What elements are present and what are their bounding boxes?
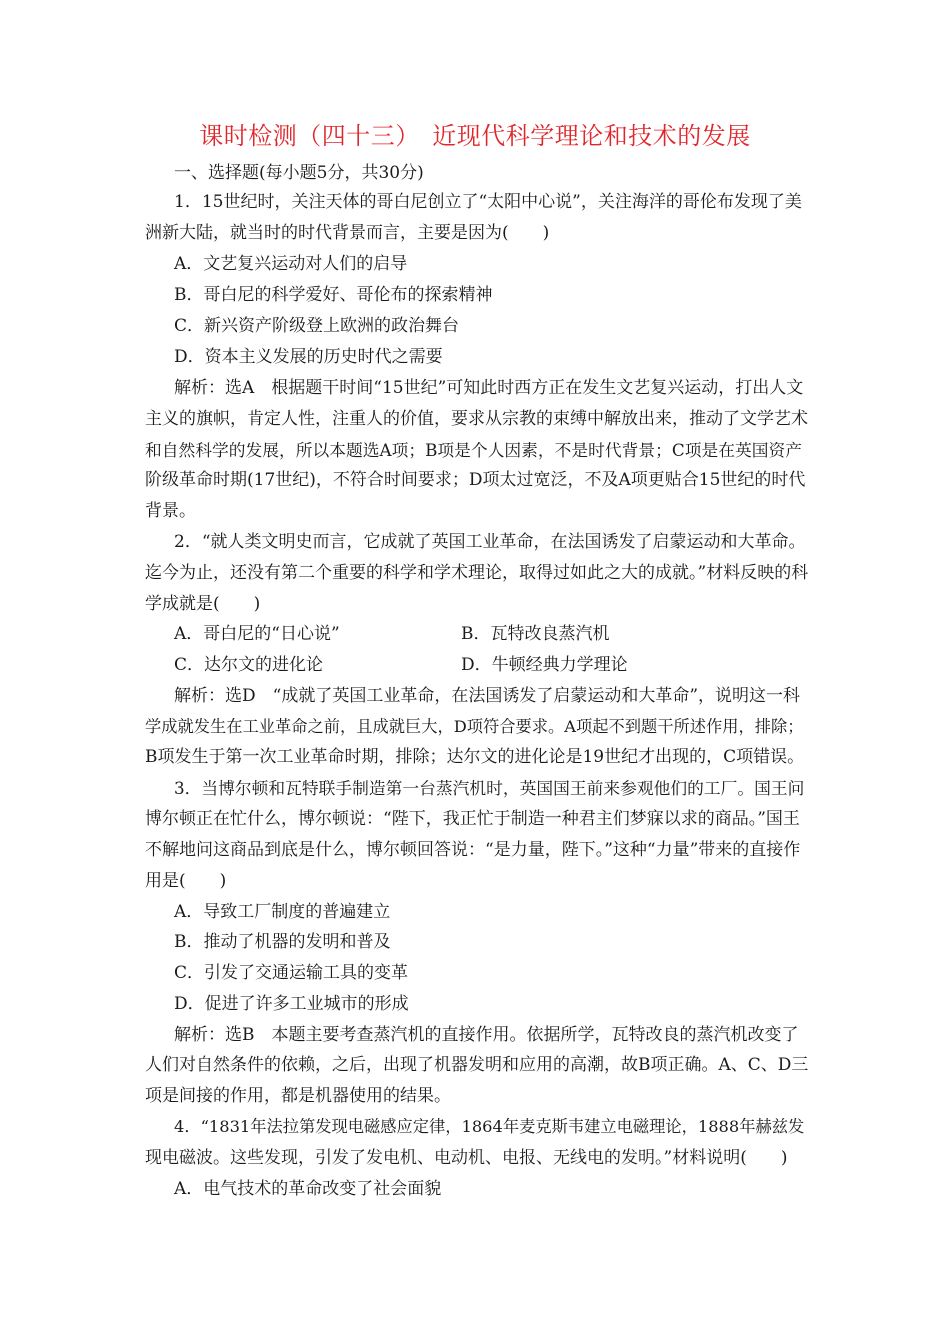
q3-option-c: C．引发了交通运输工具的变革: [174, 963, 409, 983]
q1-option-c: C．新兴资产阶级登上欧洲的政治舞台: [174, 316, 460, 336]
q2-explanation-line2: 学成就发生在工业革命之前，且成就巨大，D项符合要求。A项起不到题干所述作用，排除；: [145, 717, 804, 736]
q2-option-d: D．牛顿经典力学理论: [461, 655, 628, 675]
q2-stem-line3: 学成就是( ): [145, 594, 261, 614]
q4-option-a: A．电气技术的革命改变了社会面貌: [174, 1179, 442, 1199]
q2-option-a: A．哥白尼的“日心说”: [174, 624, 340, 644]
q3-stem-line4: 用是( ): [145, 871, 227, 891]
q2-stem-line1: 2．“就人类文明史而言，它成就了英国工业革命，在法国诱发了启蒙运动和大革命。: [174, 532, 806, 552]
q3-explanation-line3: 项是间接的作用，都是机器使用的结果。: [145, 1086, 451, 1106]
q3-explanation-line1: 解析：选B 本题主要考查蒸汽机的直接作用。依据所学，瓦特改良的蒸汽机改变了: [174, 1025, 799, 1045]
q1-explanation-line3: 和自然科学的发展，所以本题选A项；B项是个人因素，不是时代背景；C项是在英国资产: [145, 440, 802, 460]
q4-stem-line1: 4．“1831年法拉第发现电磁感应定律，1864年麦克斯韦建立电磁理论，1888年赫兹发: [174, 1117, 805, 1136]
q1-explanation-line1: 解析：选A 根据题干时间“15世纪”可知此时西方正在发生文艺复兴运动，打出人文: [174, 378, 804, 398]
q1-explanation-line4: 阶级革命时期(17世纪)，不符合时间要求；D项太过宽泛，不及A项更贴合15世纪的时代: [145, 470, 806, 490]
q1-option-b: B．哥白尼的科学爱好、哥伦布的探索精神: [174, 285, 493, 305]
q2-stem-line2: 迄今为止，还没有第二个重要的科学和学术理论，取得过如此之大的成就。”材料反映的科: [145, 563, 809, 583]
q3-stem-line3: 不解地问这商品到底是什么，博尔顿回答说：“是力量，陛下。”这种“力量”带来的直接作: [145, 840, 801, 860]
q1-explanation-line5: 背景。: [145, 501, 196, 521]
q1-explanation-line2: 主义的旗帜，肯定人性，注重人的价值，要求从宗教的束缚中解放出来，推动了文学艺术: [145, 409, 808, 429]
q2-explanation-line3: B项发生于第一次工业革命时期，排除；达尔文的进化论是19世纪才出现的，C项错误。: [145, 747, 805, 767]
q3-option-d: D．促进了许多工业城市的形成: [174, 994, 409, 1014]
q1-option-d: D．资本主义发展的历史时代之需要: [174, 347, 443, 367]
section-heading: 一、选择题(每小题5分，共30分): [174, 163, 424, 183]
q3-explanation-line2: 人们对自然条件的依赖，之后，出现了机器发明和应用的高潮，故B项正确。A、C、D三: [145, 1055, 809, 1075]
q3-stem-line2: 博尔顿正在忙什么，博尔顿说：“陛下，我正忙于制造一种君主们梦寐以求的商品。”国王: [145, 809, 800, 829]
q4-stem-line2: 现电磁波。这些发现，引发了发电机、电动机、电报、无线电的发明。”材料说明( ): [145, 1148, 788, 1168]
q3-stem-line1: 3．当博尔顿和瓦特联手制造第一台蒸汽机时，英国国王前来参观他们的工厂。国王问: [174, 778, 805, 798]
q2-option-b: B．瓦特改良蒸汽机: [461, 624, 610, 644]
q1-option-a: A．文艺复兴运动对人们的启导: [174, 254, 408, 274]
q3-option-b: B．推动了机器的发明和普及: [174, 932, 391, 952]
q2-option-c: C．达尔文的进化论: [174, 655, 324, 675]
q1-stem-line2: 洲新大陆，就当时的时代背景而言，主要是因为( ): [145, 223, 550, 243]
q2-explanation-line1: 解析：选D “成就了英国工业革命，在法国诱发了启蒙运动和大革命”，说明这一科: [174, 686, 801, 706]
q3-option-a: A．导致工厂制度的普遍建立: [174, 902, 391, 922]
q1-stem-line1: 1．15世纪时，关注天体的哥白尼创立了“太阳中心说”，关注海洋的哥伦布发现了美: [174, 192, 802, 212]
page-title: 课时检测（四十三） 近现代科学理论和技术的发展: [199, 122, 751, 150]
